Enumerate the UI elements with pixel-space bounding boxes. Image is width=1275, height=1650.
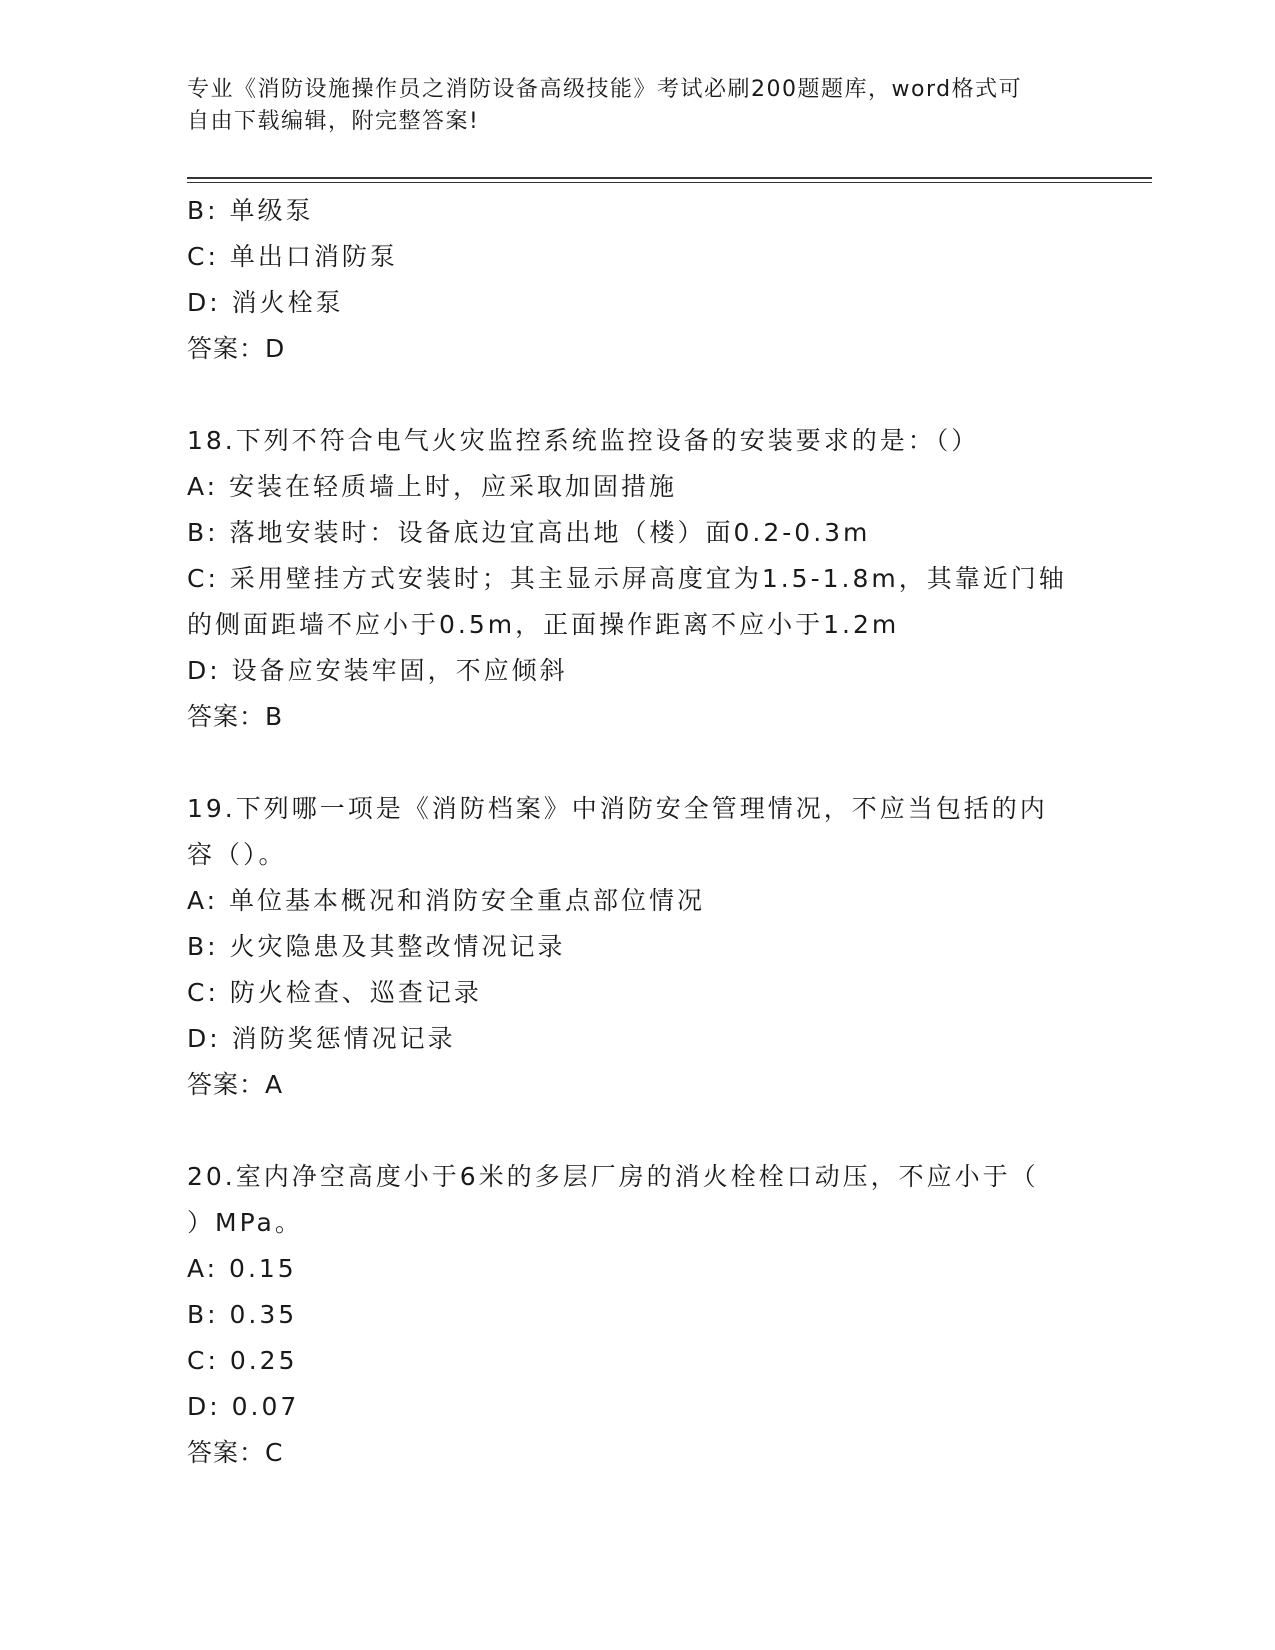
- option-a: A: 0.15: [187, 1254, 297, 1283]
- question-stem: 18.下列不符合电气火灾监控系统监控设备的安装要求的是：（）: [187, 426, 980, 455]
- option-d: D: 设备应安装牢固，不应倾斜: [187, 656, 568, 685]
- answer-line: 答案：D: [187, 334, 286, 363]
- question-stem: 19.下列哪一项是《消防档案》中消防安全管理情况，不应当包括的内: [187, 794, 1048, 823]
- header-rule-thin: [187, 182, 1152, 183]
- header-rule: [187, 177, 1152, 179]
- question-stem: 20.室内净空高度小于6米的多层厂房的消火栓栓口动压，不应小于（: [187, 1162, 1039, 1191]
- option-d: D: 消火栓泵: [187, 288, 344, 317]
- option-b: B: 落地安装时：设备底边宜高出地（楼）面0.2-0.3m: [187, 518, 871, 547]
- option-c: C: 采用壁挂方式安装时；其主显示屏高度宜为1.5-1.8m，其靠近门轴: [187, 564, 1067, 593]
- answer-line: 答案：B: [187, 702, 284, 731]
- answer-line: 答案：A: [187, 1070, 284, 1099]
- spacer: [187, 372, 1087, 418]
- option-c: C: 0.25: [187, 1346, 298, 1375]
- question-20: [187, 1154, 1087, 1476]
- option-b: B: 单级泵: [187, 196, 314, 225]
- answer-line: 答案：C: [187, 1438, 284, 1467]
- page-header: [187, 74, 1067, 138]
- question-list: [187, 188, 1087, 1476]
- question-stem-continued: 容（）。: [187, 840, 287, 869]
- question-stem-continued: ）MPa。: [187, 1208, 303, 1237]
- question-17-continuation: [187, 188, 1087, 372]
- option-a: A: 安装在轻质墙上时，应采取加固措施: [187, 472, 678, 501]
- option-a: A: 单位基本概况和消防安全重点部位情况: [187, 886, 706, 915]
- question-18: [187, 418, 1087, 740]
- option-d: D: 0.07: [187, 1392, 300, 1421]
- option-b: B: 0.35: [187, 1300, 298, 1329]
- header-line-1: 专业《消防设施操作员之消防设备高级技能》考试必刷200题题库，word格式可: [187, 77, 1023, 102]
- option-c-continued: 的侧面距墙不应小于0.5m，正面操作距离不应小于1.2m: [187, 610, 900, 639]
- option-c: C: 单出口消防泵: [187, 242, 398, 271]
- header-line-2: 自由下载编辑，附完整答案!: [187, 109, 480, 134]
- option-c: C: 防火检查、巡查记录: [187, 978, 482, 1007]
- spacer: [187, 1108, 1087, 1154]
- option-d: D: 消防奖惩情况记录: [187, 1024, 456, 1053]
- spacer: [187, 740, 1087, 786]
- question-19: [187, 786, 1087, 1108]
- option-b: B: 火灾隐患及其整改情况记录: [187, 932, 566, 961]
